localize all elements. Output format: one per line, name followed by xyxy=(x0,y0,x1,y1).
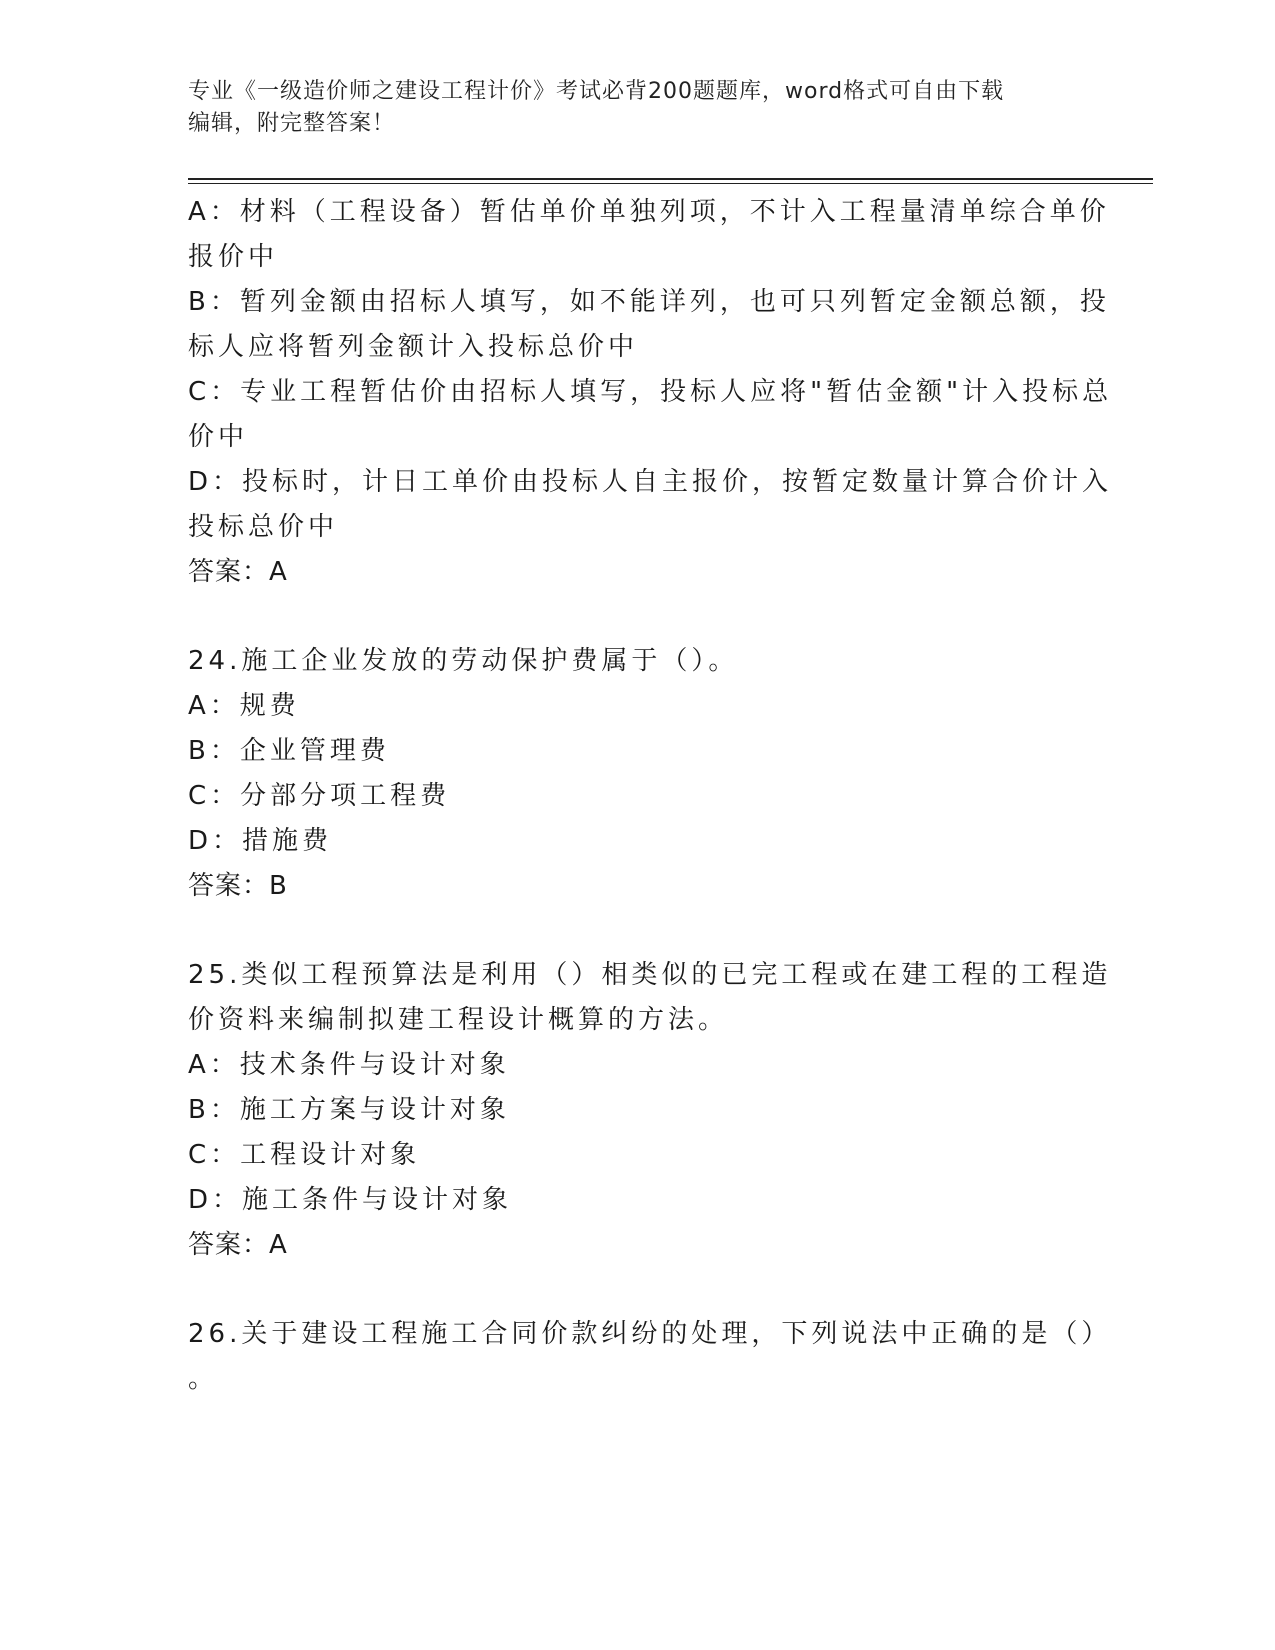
question-24-option-b: B：企业管理费 xyxy=(188,736,390,766)
question-24-block xyxy=(188,639,1088,909)
question-26-stem-line-2: 。 xyxy=(188,1364,219,1394)
spacer xyxy=(188,1268,1088,1312)
option-a-line-2: 报价中 xyxy=(188,242,279,272)
question-25-option-c: C：工程设计对象 xyxy=(188,1140,421,1170)
question-25-option-a: A：技术条件与设计对象 xyxy=(188,1050,510,1080)
question-24-stem: 24.施工企业发放的劳动保护费属于（）。 xyxy=(188,646,739,676)
header-divider-thin xyxy=(188,183,1153,184)
option-a-line-1: A：材料（工程设备）暂估单价单独列项，不计入工程量清单综合单价 xyxy=(188,197,1110,227)
question-25-option-b: B：施工方案与设计对象 xyxy=(188,1095,510,1125)
question-content xyxy=(188,190,1113,1402)
question-25-answer: 答案：A xyxy=(188,1230,288,1260)
question-26-block xyxy=(188,1312,1112,1402)
option-b-line-2: 标人应将暂列金额计入投标总价中 xyxy=(188,332,639,362)
document-header xyxy=(188,76,1068,140)
header-line-1: 专业《一级造价师之建设工程计价》考试必背200题题库，word格式可自由下载 xyxy=(188,79,1005,104)
header-divider-thick xyxy=(188,178,1153,180)
option-c-line-1: C：专业工程暂估价由招标人填写，投标人应将"暂估金额"计入投标总 xyxy=(188,377,1113,407)
option-c-line-2: 价中 xyxy=(188,422,249,452)
question-26-stem-line-1: 26.关于建设工程施工合同价款纠纷的处理，下列说法中正确的是（） xyxy=(188,1319,1112,1349)
option-d-line-2: 投标总价中 xyxy=(188,512,339,542)
question-24-option-c: C：分部分项工程费 xyxy=(188,781,451,811)
question-25-block xyxy=(188,953,1112,1268)
question-23-block xyxy=(188,190,1113,595)
question-25-stem-line-2: 价资料来编制拟建工程设计概算的方法。 xyxy=(188,1005,729,1035)
answer-line: 答案：A xyxy=(188,557,288,587)
question-24-answer: 答案：B xyxy=(188,871,288,901)
option-b-line-1: B：暂列金额由招标人填写，如不能详列，也可只列暂定金额总额，投 xyxy=(188,287,1110,317)
header-line-2: 编辑，附完整答案！ xyxy=(188,111,396,136)
option-d-line-1: D：投标时，计日工单价由投标人自主报价，按暂定数量计算合价计入 xyxy=(188,467,1113,497)
question-24-option-a: A：规费 xyxy=(188,691,300,721)
spacer xyxy=(188,909,1088,953)
question-25-option-d: D：施工条件与设计对象 xyxy=(188,1185,513,1215)
question-24-option-d: D：措施费 xyxy=(188,826,333,856)
spacer xyxy=(188,595,1088,639)
question-25-stem-line-1: 25.类似工程预算法是利用（）相类似的已完工程或在建工程的工程造 xyxy=(188,960,1112,990)
